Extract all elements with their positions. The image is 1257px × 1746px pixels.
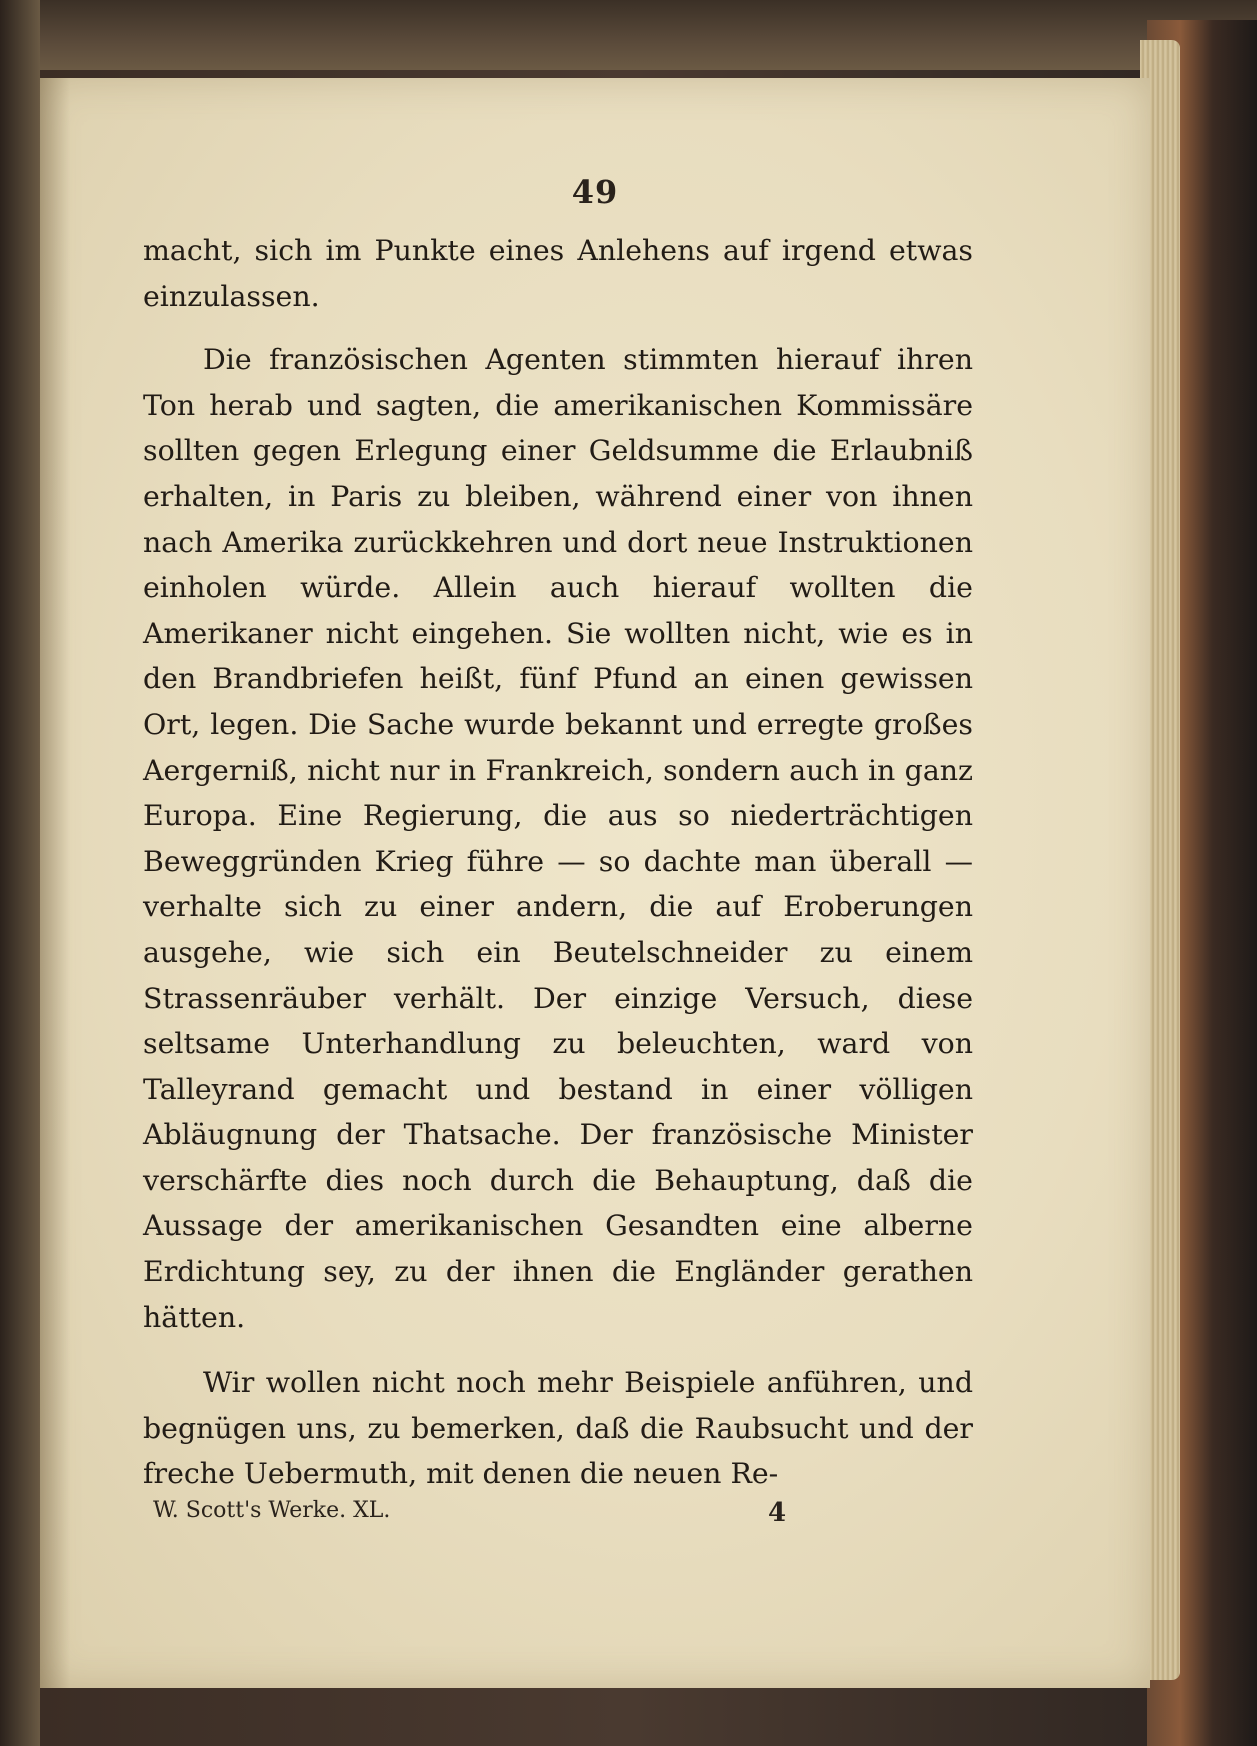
paragraph-3: Wir wollen nicht noch mehr Beispiele anführen, und begnügen uns, zu bemerken, daß die Raubsucht und der freche Uebermuth, mit denen die neuen Re- [143,1366,973,1491]
page-number: 49 [571,173,619,211]
page-footer [143,1498,973,1528]
paragraph-1: macht, sich im Punkte eines Anlehens auf irgend etwas einzulassen. [143,234,973,313]
book-cover-top [0,0,1257,70]
book-page [40,78,1150,1688]
paragraph-2: Die französischen Agenten stimmten hierauf ihren Ton herab und sagten, die amerikanischen Kommissäre sollten gegen Erlegung einer Geldsumme die Erlaubniß erhalten, in Paris zu bleiben, während einer von ihnen nach Amerika zurückkehren und dort neue Instruktionen einholen würde. Allein auch hierauf wollten die Amerikaner nicht eingehen. Sie wollten nicht, wie es in den Brandbriefen heißt, fünf Pfund an einen gewissen Ort, legen. Die Sache wurde bekannt und erregte großes Aergerniß, nicht nur in Frankreich, sondern auch in ganz Europa. Eine Regierung, die aus so niederträchtigen Beweggründen Krieg führe — so dachte man überall — verhalte sich zu einer andern, die auf Eroberungen ausgehe, wie sich ein Beutelschneider zu einem Strassenräuber verhält. Der einzige Versuch, diese seltsame Unterhandlung zu beleuchten, ward von Talleyrand gemacht und bestand in einer völligen Abläugnung der Thatsache. Der französische Minister verschärfte dies noch durch die Behauptung, daß die Aussage der amerikanischen Gesandten eine alberne Erdichtung sey, zu der ihnen die Engländer gerathen hätten. [143,343,973,1334]
book-cover-left [0,0,40,1746]
signature-mark: 4 [768,1498,787,1528]
body-text [143,228,973,1497]
footer-note: W. Scott's Werke. XL. [153,1498,391,1523]
